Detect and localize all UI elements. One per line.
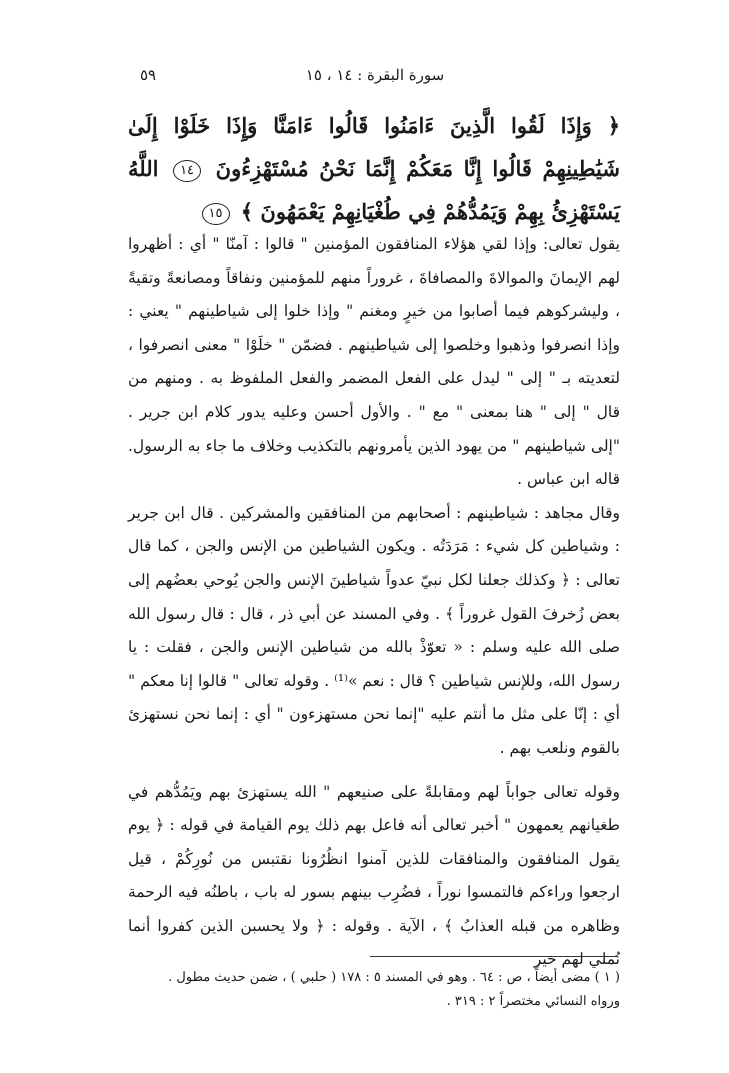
quran-verse-block: [128, 104, 620, 233]
verse-text-15: اللَّهُ يَسْتَهْزِئُ بِهِمْ وَيَمُدُّهُمْ فِي طُغْيَانِهِمْ يَعْمَهُونَ ﴾: [128, 156, 620, 224]
commentary-body: [128, 228, 620, 977]
paragraph-2: وقال مجاهد : شياطينهم : أصحابهم من المنافقين والمشركين . قال ابن جرير : وشياطين كل شيء : مَرَدَتُه . ويكون الشياطين من الإنس والجن ، كما قال تعالى : ﴿ وكذلك جعلنا لكل نبيّ عدواً شياطينَ الإنس والجن يُوحي بعضُهم إلى بعض زُخرفَ القول غروراً ﴾ . وفي المسند عن أبي ذر ، قال : قال رسول الله صلى الله عليه وسلم : « تعوّذْ بالله من شياطين الإنس والجن ، فقلت : يا رسول الله، وللإنس شياطين ؟ قال : نعم »⁽¹⁾ . وقوله تعالى " قالوا إنا معكم " أي : إنّا على مثل ما أنتم عليه "إنما نحن مستهزءون " أي : إنما نحن نستهزئ بالقوم ونلعب بهم .: [128, 503, 620, 757]
footnote-line-2: ورواه النسائي مختصراً ٢ : ٣١٩ .: [446, 994, 620, 1009]
page-number: ٥٩: [140, 66, 157, 84]
footnote-line-1: ( ١ ) مضى أيضاً ، ص : ٦٤ . وهو في المسند ٥ : ١٧٨ ( حلبي ) ، ضمن حديث مطول .: [168, 970, 620, 985]
paragraph-1: يقول تعالى: وإذا لقي هؤلاء المنافقون المؤمنين " قالوا : آمنّا " أي : أظهروا لهم الإيمانَ والموالاةَ والمصافاةَ ، غروراً منهم للمؤمنين ونفاقاً ومصانعةً وتقيةً ، وليشركوهم فيما أصابوا من خيرٍ ومغنم " وإذا خلوا إلى شياطينهم " يعني : وإذا انصرفوا وذهبوا وخلصوا إلى شياطينهم . فضمّن " خلَوْا " معنى انصرفوا ، لتعديته بـ " إلى " ليدل على الفعل المضمر والفعل الملفوظ به . ومنهم من قال " إلى " هنا بمعنى " مع " . والأول أحسن وعليه يدور كلام ابن جرير . "إلى شياطينهم " من يهود الذين يأمرونهم بالتكذيب وخلاف ما جاء به الرسول. قاله ابن عباس .: [128, 235, 620, 489]
verse-text-14: ﴿ وَإِذَا لَقُوا الَّذِينَ ءَامَنُوا قَالُوا ءَامَنَّا وَإِذَا خَلَوْا إِلَىٰ شَيَٰطِينِهِمْ قَالُوا إِنَّا مَعَكُمْ إِنَّمَا نَحْنُ مُسْتَهْزِءُونَ: [128, 113, 620, 181]
verse-number-15: ١٥: [202, 203, 230, 225]
footnote: [128, 966, 620, 1014]
running-title: سورة البقرة : ١٤ ، ١٥: [305, 66, 445, 84]
verse-number-14: ١٤: [173, 160, 201, 182]
page-header: [140, 66, 610, 90]
paragraph-3: وقوله تعالى جواباً لهم ومقابلةً على صنيعهم " الله يستهزئ بهم ويَمُدُّهم في طغيانهم يعمهون " أخبر تعالى أنه فاعل بهم ذلك يوم القيامة في قوله : ﴿ يوم يقول المنافقون والمنافقات للذين آمنوا انظُرُونا نقتبس من نُورِكُمْ ، قيل ارجعوا وراءكم فالتمسوا نوراً ، فضُرِب بينهم بسور له باب ، باطنُه فيه الرحمة وظاهره من قبله العذابُ ﴾ ، الآية . وقوله : ﴿ ولا يحسبن الذين كفروا أنما نُملي لهم خير: [128, 782, 620, 969]
footnote-divider: [370, 956, 618, 957]
